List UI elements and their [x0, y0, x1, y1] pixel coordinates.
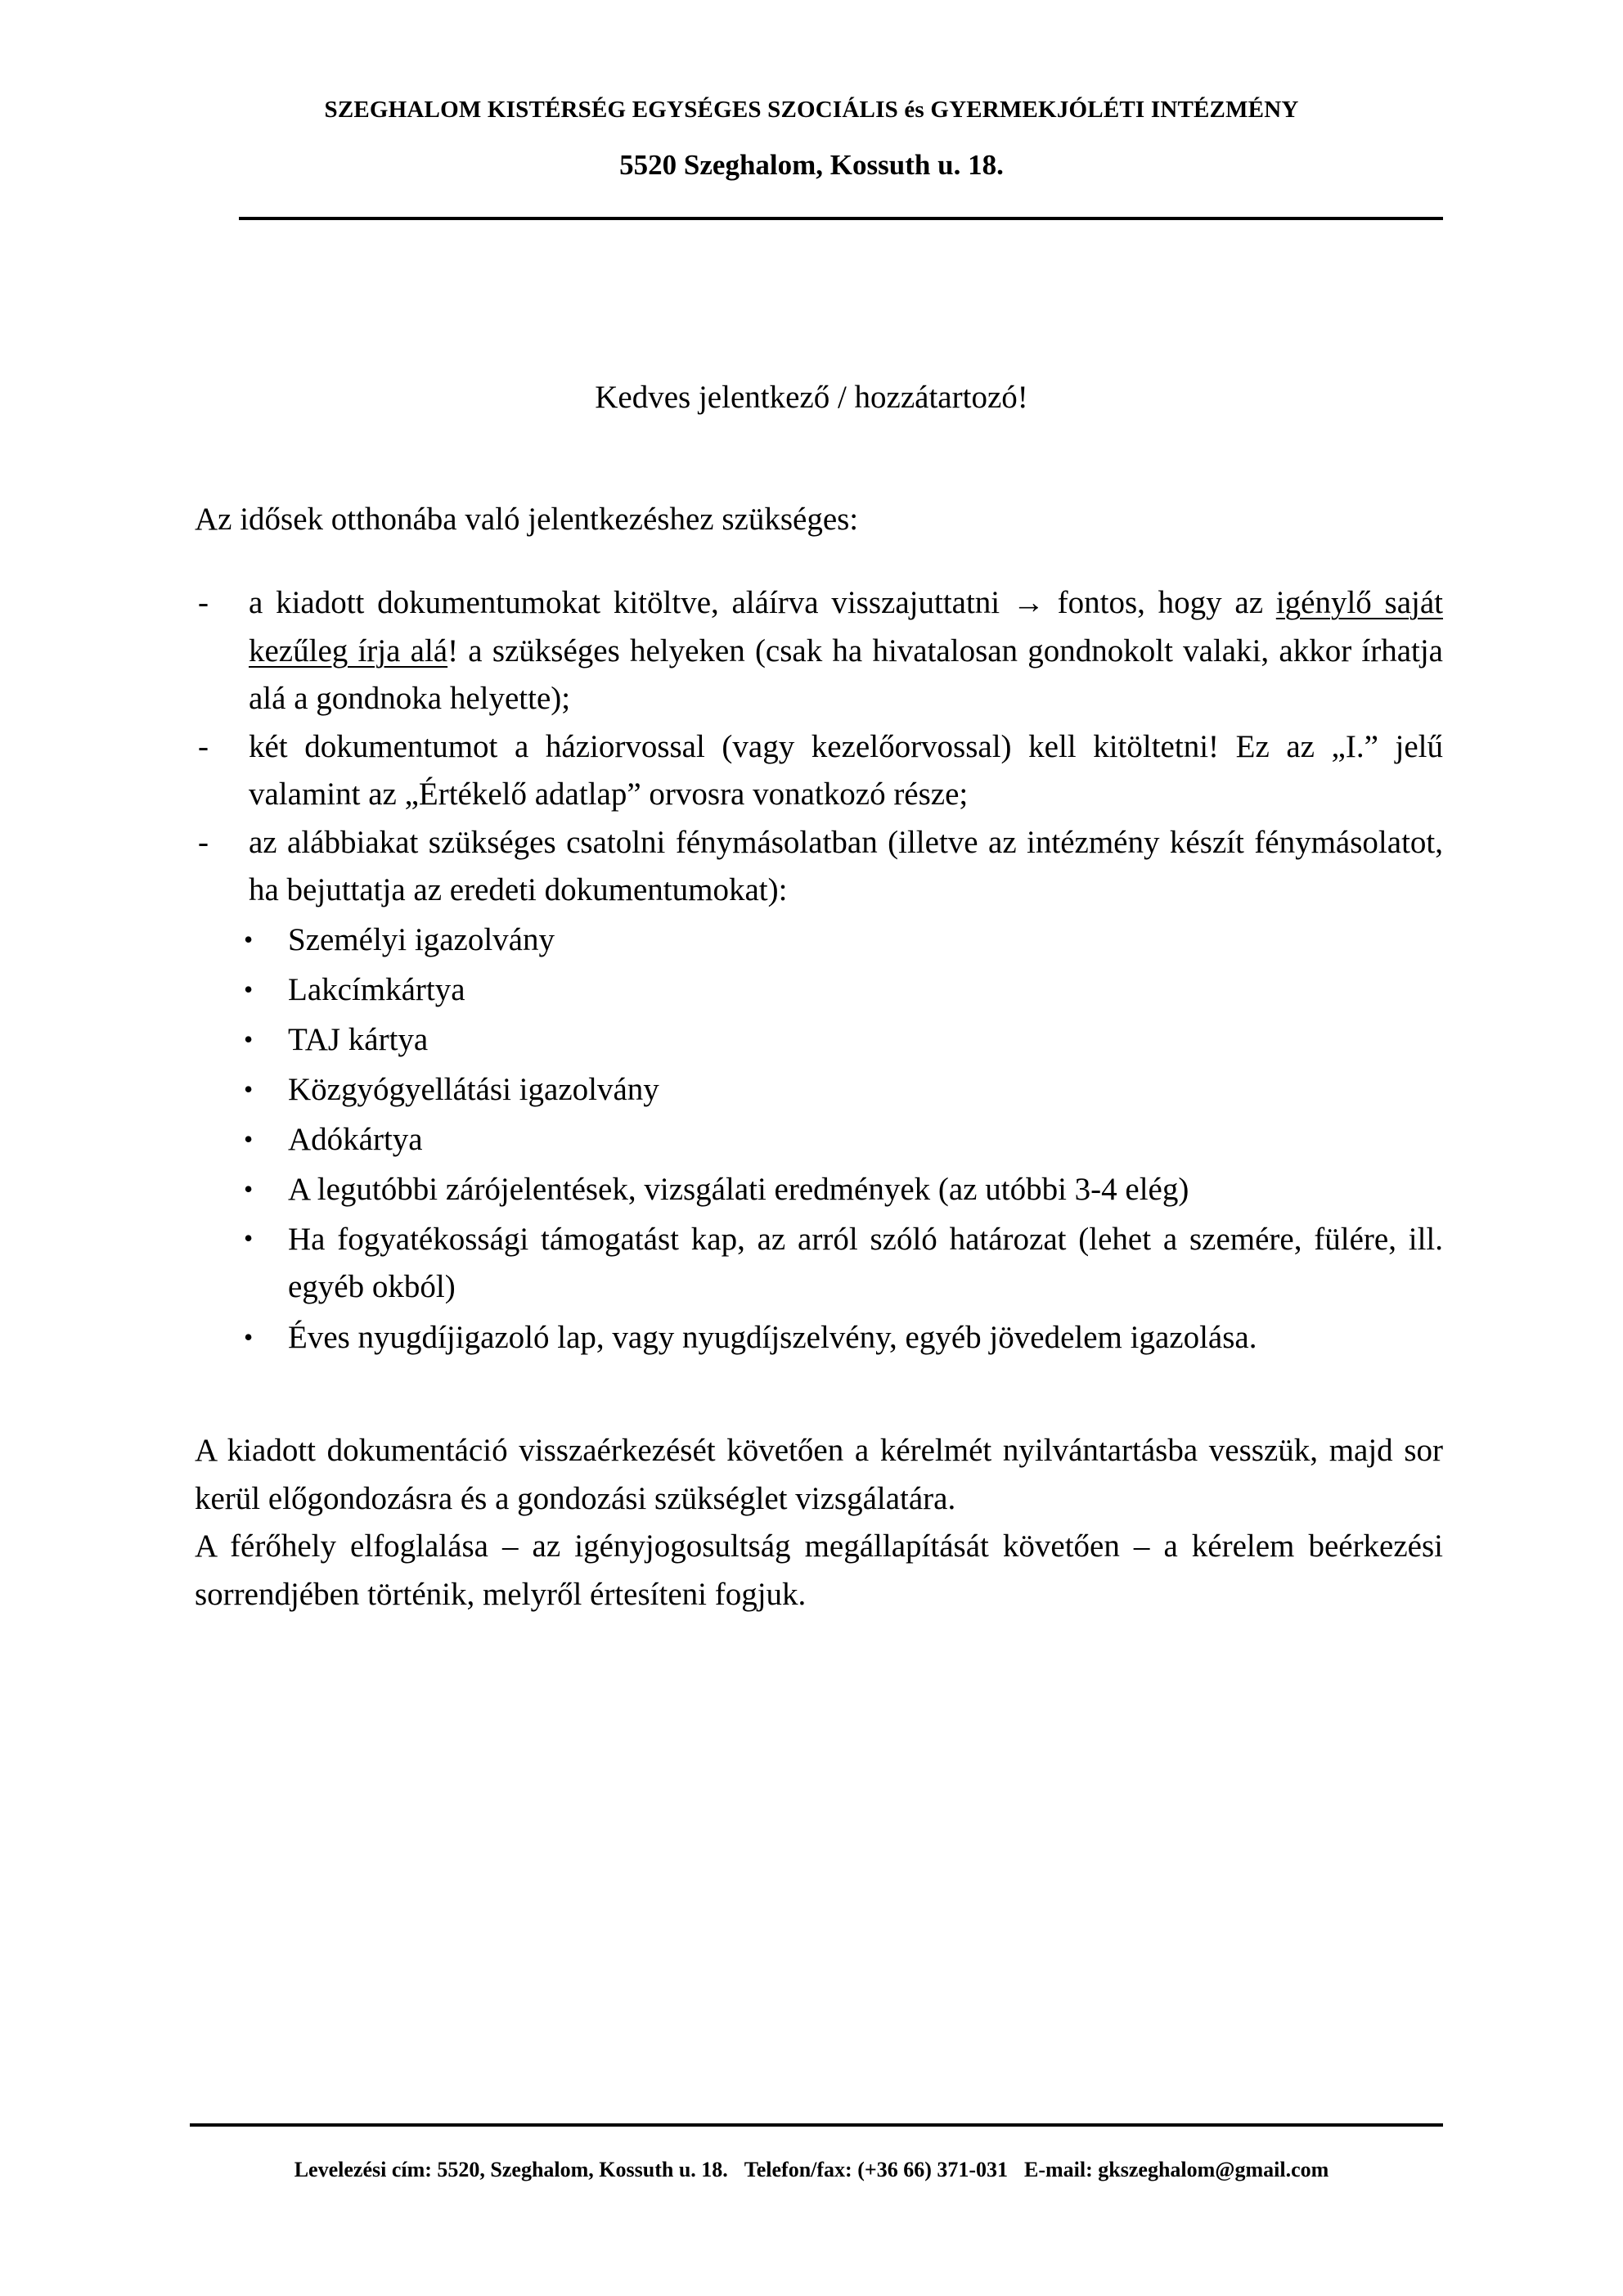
list-item-label: Lakcímkártya [288, 971, 465, 1007]
requirement-text: ! a szükséges helyeken (csak ha hivatalosan gondnokolt valaki, akkor írhatja alá a gondnoka helyette); [249, 633, 1443, 716]
requirement-item-copies [195, 819, 1443, 1362]
requirement-item-doctor [195, 723, 1443, 819]
list-item-label: Közgyógyellátási igazolvány [288, 1071, 659, 1107]
requirement-text: a kiadott dokumentumokat kitöltve, aláírva visszajuttatni [249, 585, 1013, 620]
footer [0, 2158, 1623, 2182]
list-item [195, 1214, 1443, 1312]
documents-list [195, 915, 1443, 1362]
requirement-text: fontos, hogy az [1044, 585, 1276, 620]
list-item-label: Adókártya [288, 1121, 423, 1157]
requirement-text: két dokumentumot a háziorvossal (vagy kezelőorvossal) kell kitöltetni! Ez az „I.” jelű valamint az „Értékelő adatlap” orvosra vonatkozó része; [249, 728, 1443, 812]
list-item [195, 1114, 1443, 1164]
arrow-right-icon: → [1012, 585, 1045, 620]
requirement-text: az alábbiakat szükséges csatolni fénymásolatban (illetve az intézmény készít fénymásolatot, ha bejuttatja az eredeti dokumentumokat): [249, 824, 1443, 907]
list-item [195, 1312, 1443, 1362]
list-item [195, 1164, 1443, 1214]
underlined-emphasis: igénylő saját kezűleg írja alá [249, 585, 1443, 669]
intro-text: Az idősek otthonába való jelentkezéshez szükséges: [195, 502, 859, 537]
list-item-label: Éves nyugdíjigazoló lap, vagy nyugdíjszelvény, egyéb jövedelem igazolása. [288, 1319, 1257, 1355]
footer-divider [190, 2123, 1443, 2127]
requirement-item-sign [195, 579, 1443, 723]
header-divider [239, 217, 1443, 220]
list-item [195, 1065, 1443, 1114]
bullet-icon: • [244, 1321, 254, 1352]
list-item-label: A legutóbbi zárójelentések, vizsgálati eredmények (az utóbbi 3-4 elég) [288, 1171, 1189, 1207]
footer-email: E-mail: gkszeghalom@gmail.com [1024, 2158, 1329, 2181]
closing-paragraph: A kiadott dokumentáció visszaérkezését követően a kérelmét nyilvántartásba vesszük, majd sor kerül előgondozásra és a gondozási szükséglet vizsgálatára. [195, 1433, 1443, 1516]
bullet-icon: • [244, 1173, 254, 1204]
bullet-icon: • [244, 1024, 254, 1054]
dash-marker: - [198, 728, 209, 764]
footer-postal-address: Levelezési cím: 5520, Szeghalom, Kossuth u. 18. [294, 2158, 728, 2181]
institution-address: 5520 Szeghalom, Kossuth u. 18. [619, 149, 1004, 181]
bullet-icon: • [244, 974, 254, 1004]
list-item [195, 965, 1443, 1015]
closing-paragraph: A férőhely elfoglalása – az igényjogosultság megállapítását követően – a kérelem beérkezési sorrendjében történik, melyről értesíteni fogjuk. [195, 1528, 1443, 1612]
list-item [195, 1015, 1443, 1065]
list-item [195, 915, 1443, 965]
institution-name: SZEGHALOM KISTÉRSÉG EGYSÉGES SZOCIÁLIS és GYERMEKJÓLÉTI INTÉZMÉNY [324, 97, 1299, 123]
list-item-label: Ha fogyatékossági támogatást kap, az arról szóló határozat (lehet a szemére, fülére, ill. egyéb okból) [288, 1221, 1443, 1304]
dash-marker: - [198, 585, 209, 620]
closing-section [195, 1427, 1443, 1618]
list-item-label: TAJ kártya [288, 1021, 429, 1057]
bullet-icon: • [244, 1074, 254, 1104]
bullet-icon: • [244, 924, 254, 954]
requirements-list [195, 579, 1443, 1362]
list-item-label: Személyi igazolvány [288, 921, 555, 957]
greeting: Kedves jelentkező / hozzátartozó! [595, 380, 1028, 415]
dash-marker: - [198, 824, 209, 860]
bullet-icon: • [244, 1123, 254, 1154]
bullet-icon: • [244, 1222, 254, 1253]
footer-phone: Telefon/fax: (+36 66) 371-031 [744, 2158, 1009, 2181]
